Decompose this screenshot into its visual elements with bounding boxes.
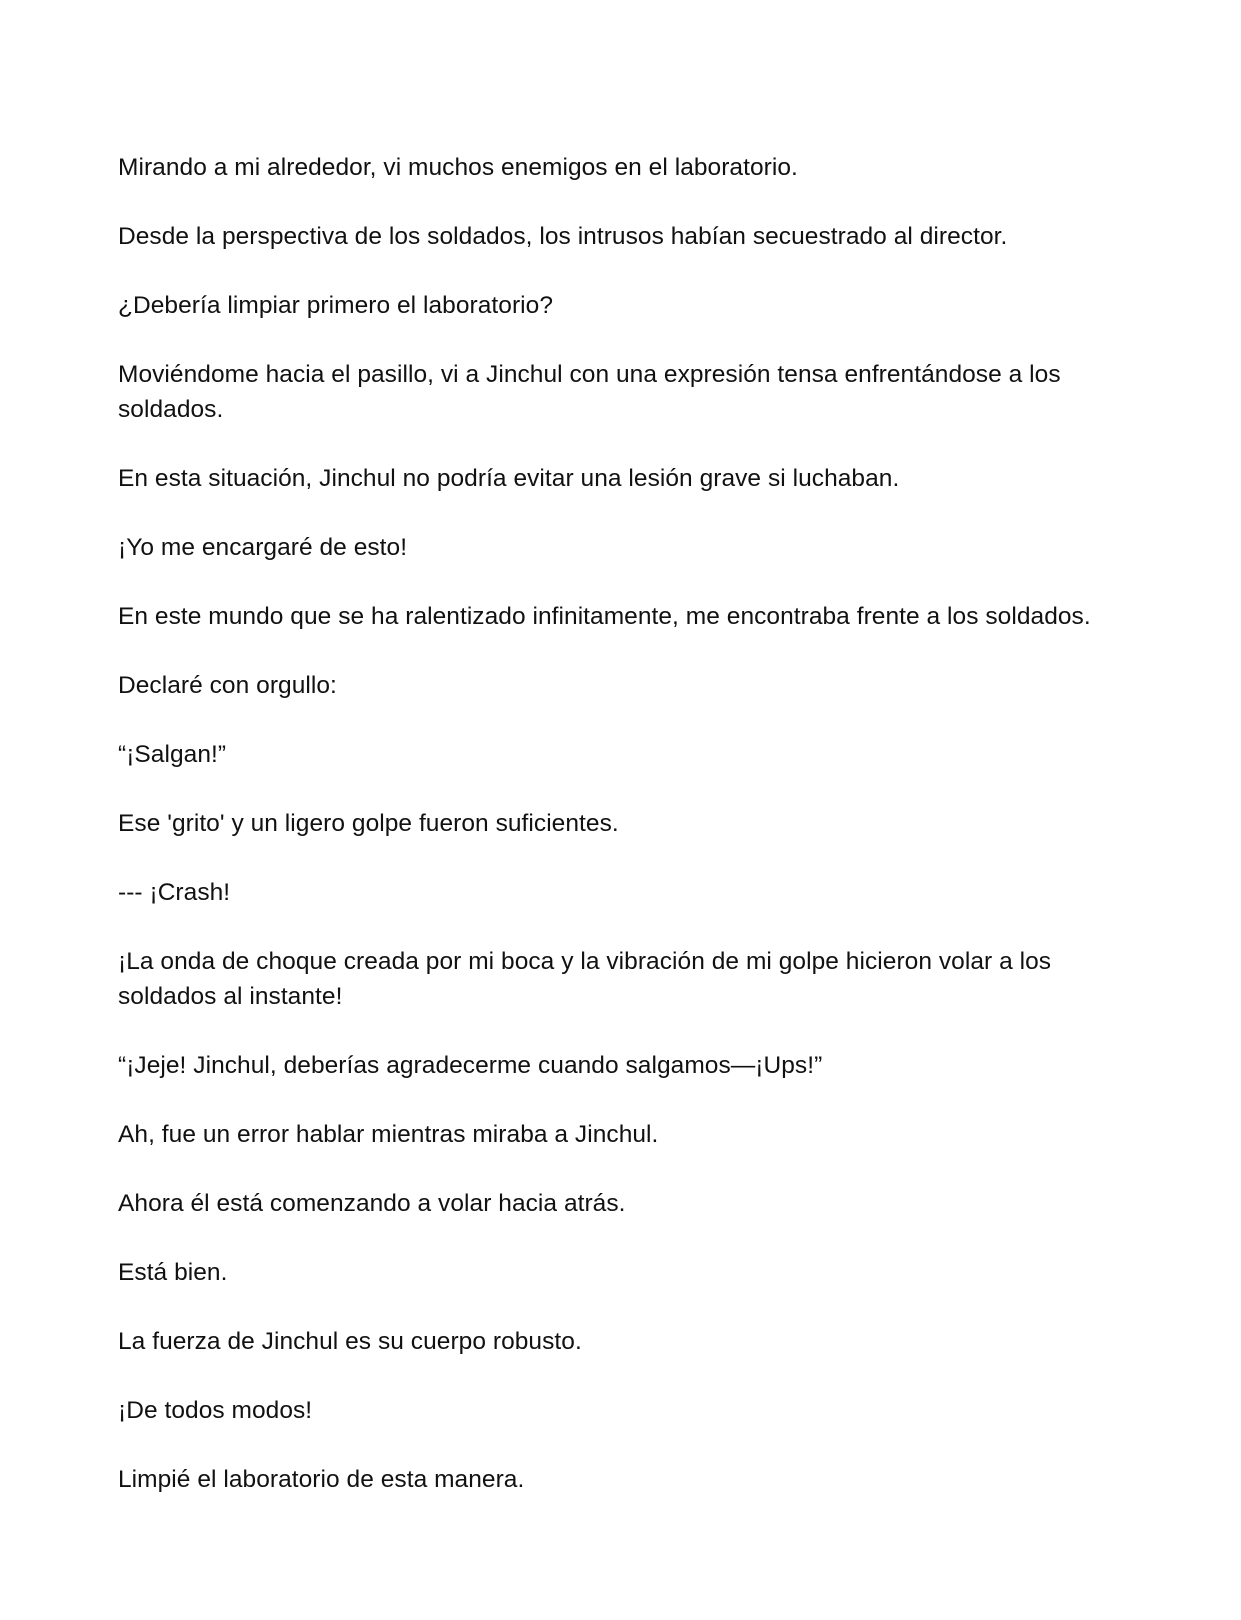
paragraph: Moviéndome hacia el pasillo, vi a Jinchul con una expresión tensa enfrentándose a los soldados. (118, 361, 1061, 423)
paragraph: “¡Jeje! Jinchul, deberías agradecerme cuando salgamos—¡Ups!” (118, 1052, 823, 1079)
paragraph: Limpié el laboratorio de esta manera. (118, 1466, 525, 1493)
paragraph: Ahora él está comenzando a volar hacia atrás. (118, 1190, 626, 1217)
paragraph: ¡La onda de choque creada por mi boca y la vibración de mi golpe hicieron volar a los soldados al instante! (118, 948, 1052, 1010)
paragraph: En esta situación, Jinchul no podría evitar una lesión grave si luchaban. (118, 465, 900, 492)
paragraph: “¡Salgan!” (118, 741, 227, 768)
paragraph: Mirando a mi alrededor, vi muchos enemigos en el laboratorio. (118, 154, 798, 181)
paragraph: Ese 'grito' y un ligero golpe fueron suficientes. (118, 810, 619, 837)
paragraph: Ah, fue un error hablar mientras miraba a Jinchul. (118, 1121, 659, 1148)
paragraph: Declaré con orgullo: (118, 672, 337, 699)
paragraph: ¡Yo me encargaré de esto! (118, 534, 408, 561)
paragraph: En este mundo que se ha ralentizado infinitamente, me encontraba frente a los soldados. (118, 603, 1091, 630)
paragraph: Desde la perspectiva de los soldados, los intrusos habían secuestrado al director. (118, 223, 1008, 250)
text-body (118, 150, 1122, 1531)
paragraph: La fuerza de Jinchul es su cuerpo robusto. (118, 1328, 582, 1355)
paragraph: Está bien. (118, 1259, 228, 1286)
paragraph: ¿Debería limpiar primero el laboratorio? (118, 292, 554, 319)
paragraph: --- ¡Crash! (118, 879, 231, 906)
paragraph: ¡De todos modos! (118, 1397, 313, 1424)
